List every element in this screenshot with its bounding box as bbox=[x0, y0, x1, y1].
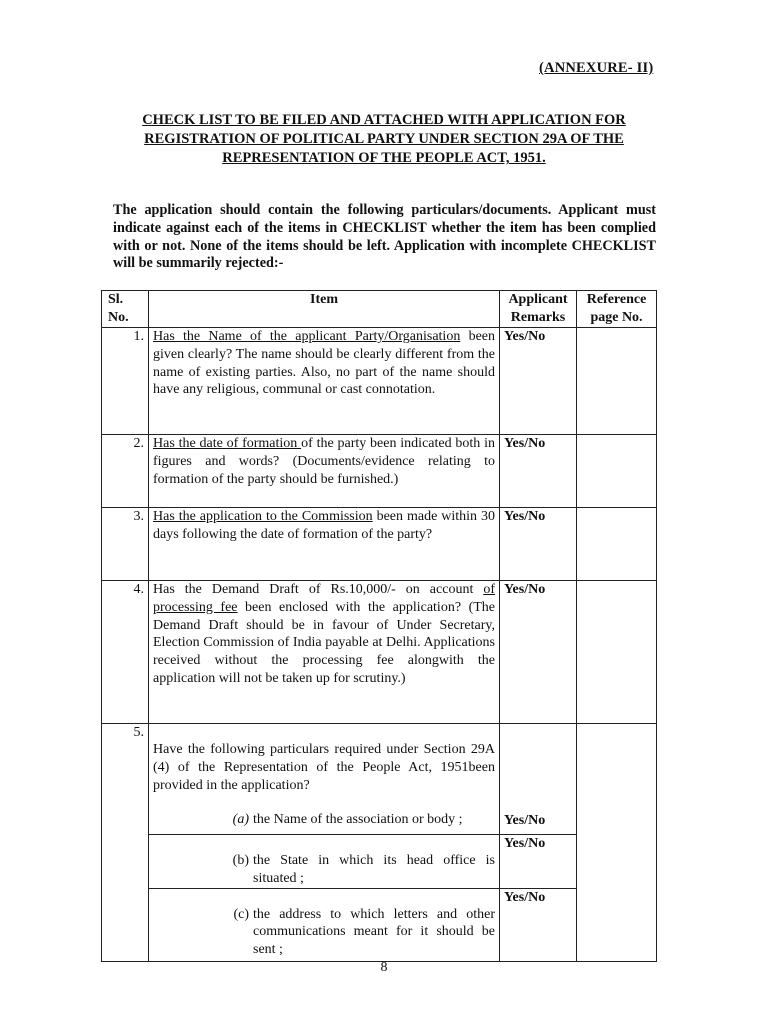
table-row bbox=[102, 508, 657, 581]
annexure-label: (ANNEXURE- II) bbox=[539, 60, 654, 76]
sub-item-mark: (c) bbox=[233, 906, 249, 922]
table-row bbox=[102, 581, 657, 724]
row-reference-page bbox=[577, 581, 657, 724]
sub-item-a bbox=[153, 811, 495, 829]
sub-item-mark: (b) bbox=[232, 853, 249, 868]
table-row bbox=[102, 835, 657, 889]
header-sl-no: Sl. No. bbox=[102, 291, 149, 328]
item-underlined-text: Has the date of formation bbox=[153, 436, 302, 451]
table-row bbox=[102, 724, 657, 835]
row-remarks: Yes/No bbox=[500, 328, 577, 435]
row-item-text bbox=[149, 835, 500, 889]
row-remarks: Yes/No bbox=[500, 435, 577, 508]
row-remarks: Yes/No bbox=[500, 508, 577, 581]
item-text: been made within 30 days following the date of formation of the party? bbox=[153, 509, 495, 542]
title-line-2: REGISTRATION OF POLITICAL PARTY UNDER SECTION 29A OF THE bbox=[144, 131, 624, 147]
row-item-text bbox=[149, 508, 500, 581]
row-item-text bbox=[149, 581, 500, 724]
document-title bbox=[100, 111, 668, 168]
intro-paragraph: The application should contain the following particulars/documents. Applicant must indicate against each of the items in CHECKLIST whether the item has been complied with or not. None of the items should be left. Application with incomplete CHECKLIST will be summarily rejected:- bbox=[113, 202, 656, 272]
table-row bbox=[102, 435, 657, 508]
header-applicant-remarks: Applicant Remarks bbox=[500, 291, 577, 328]
item-text: Have the following particulars required under Section 29A (4) of the Representation of the People Act, 1951been provided in the application? bbox=[153, 742, 495, 793]
row-reference-page bbox=[577, 435, 657, 508]
table-row bbox=[102, 888, 657, 961]
table-row bbox=[102, 328, 657, 435]
row-sl-no: 4. bbox=[102, 581, 149, 724]
row-sl-no: 2. bbox=[102, 435, 149, 508]
sub-item-b bbox=[153, 835, 495, 888]
item-underlined-text: Has the Name of the applicant Party/Organisation bbox=[153, 329, 461, 344]
checklist-table bbox=[101, 290, 657, 962]
row-item-text bbox=[149, 435, 500, 508]
sub-item-text: the State in which its head office is situated ; bbox=[253, 853, 495, 886]
row-item-text bbox=[149, 888, 500, 961]
row-reference-page bbox=[577, 724, 657, 962]
sub-item-text: the address to which letters and other communications meant for it should be sent ; bbox=[253, 906, 495, 958]
sub-item-mark: (a) bbox=[232, 812, 249, 828]
row-sl-no: 5. bbox=[102, 724, 149, 962]
row-reference-page bbox=[577, 328, 657, 435]
row-remarks: Yes/No bbox=[500, 581, 577, 724]
item-text: of the party been indicated both in figures and words? (Documents/evidence relating to formation of the party should be furnished.) bbox=[153, 436, 495, 487]
row-reference-page bbox=[577, 508, 657, 581]
header-reference-page: Reference page No. bbox=[577, 291, 657, 328]
sub-item-remarks: Yes/No bbox=[504, 813, 546, 828]
row-remarks: Yes/No bbox=[500, 888, 577, 961]
item-underlined-text: of processing fee bbox=[153, 582, 495, 615]
row-sl-no: 1. bbox=[102, 328, 149, 435]
row-remarks: Yes/No bbox=[500, 835, 577, 889]
row-remarks bbox=[500, 724, 577, 835]
page-number: 8 bbox=[380, 960, 388, 975]
sub-item-c bbox=[153, 889, 495, 959]
table-header-row bbox=[102, 291, 657, 328]
item-text: been enclosed with the application? (The Demand Draft should be in favour of Under Secretary, Election Commission of India payable at Delhi. Applications received without the processing fee alongwith the application will not be taken up for scrutiny.) bbox=[153, 599, 495, 686]
item-text: been given clearly? The name should be clearly different from the name of existing parties. Also, no part of the name should have any religious, communal or cast connotation. bbox=[153, 329, 495, 398]
row-item-text bbox=[149, 328, 500, 435]
sub-item-text: the Name of the association or body ; bbox=[253, 812, 463, 828]
header-item: Item bbox=[149, 291, 500, 328]
row-item-text bbox=[149, 724, 500, 835]
item-underlined-text: Has the application to the Commission bbox=[153, 509, 373, 524]
row-sl-no: 3. bbox=[102, 508, 149, 581]
title-line-3: REPRESENTATION OF THE PEOPLE ACT, 1951. bbox=[222, 150, 546, 166]
item-text: Has the Demand Draft of Rs.10,000/- on account bbox=[153, 582, 484, 597]
title-line-1: CHECK LIST TO BE FILED AND ATTACHED WITH APPLICATION FOR bbox=[142, 112, 626, 128]
